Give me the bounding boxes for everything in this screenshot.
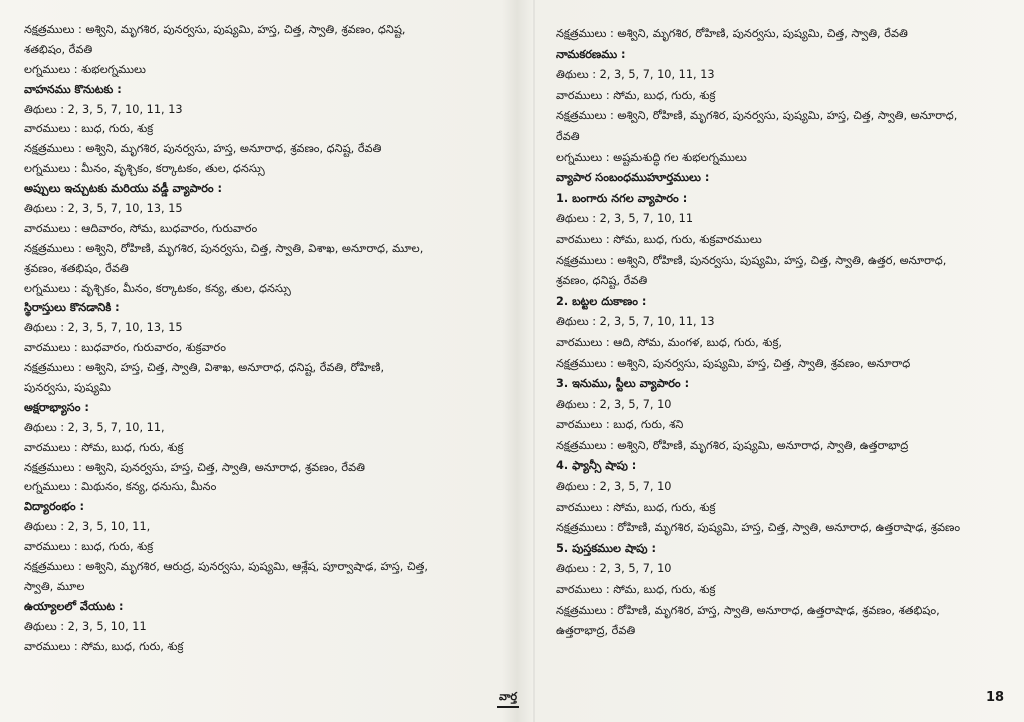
text-line: నామకరణము : <box>556 47 626 61</box>
text-line: లగ్నములు : అష్టమశుద్ధి గల శుభలగ్నములు <box>556 150 747 164</box>
text-line: లగ్నములు : మీనం, వృశ్చికం, కర్కాటకం, తుల, ధనస్సు <box>24 162 265 176</box>
text-line: వారములు : సోమ, బుధ, గురు, శుక్ర <box>556 88 716 102</box>
text-line: 5. పుస్తకముల షాపు : <box>556 541 657 555</box>
text-line: ఉత్తరాభాద్ర, రేవతి <box>556 624 636 638</box>
text-line: తిథులు : 2, 3, 5, 7, 10 <box>556 480 672 494</box>
text-line: వారములు : సోమ, బుధ, గురు, శుక్రవారములు <box>556 232 762 246</box>
text-line: తిథులు : 2, 3, 5, 7, 10, 11, 13 <box>24 102 183 116</box>
text-line: లగ్నములు : వృశ్చికం, మీనం, కర్కాటకం, కన్య, తుల, ధనస్సు <box>24 281 291 295</box>
text-line: తిథులు : 2, 3, 5, 7, 10, 11, 13 <box>556 68 715 82</box>
text-line: వారములు : సోమ, బుధ, గురు, శుక్ర <box>556 500 716 514</box>
text-line: నక్షత్రములు : అశ్విని, మృగశిర, పునర్వసు, హస్త, అనూరాధ, శ్రవణం, ధనిష్ట, రేవతి <box>24 142 382 156</box>
text-line: తిథులు : 2, 3, 5, 7, 10, 11 <box>556 212 694 226</box>
text-line: తిథులు : 2, 3, 5, 10, 11 <box>24 619 147 633</box>
text-line: లగ్నములు : శుభలగ్నములు <box>24 62 146 76</box>
text-line: వారములు : సోమ, బుధ, గురు, శుక్ర <box>24 440 184 454</box>
text-line: శ్రవణం, శతభిషం, రేవతి <box>24 261 129 275</box>
text-line: పునర్వసు, పుష్యమి <box>24 381 111 395</box>
text-line: వారములు : ఆదివారం, సోమ, బుధవారం, గురువారం <box>24 221 258 235</box>
text-line: తిథులు : 2, 3, 5, 10, 11, <box>24 520 151 534</box>
text-line: నక్షత్రములు : అశ్విని, మృగశిర, పునర్వసు, పుష్యమి, హస్త, చిత్త, స్వాతి, శ్రవణం, ధనిష్ట, <box>24 23 406 36</box>
text-line: స్థిరాస్తులు కొనడానికి : <box>24 301 120 315</box>
text-line: ఉయ్యాలలో వేయుట : <box>24 599 124 613</box>
text-line: 1. బంగారు నగల వ్యాపారం : <box>556 191 688 205</box>
text-line: శతభిషం, రేవతి <box>24 42 93 56</box>
text-line: విద్యారంభం : <box>24 500 85 514</box>
text-line: వారములు : బుధవారం, గురువారం, శుక్రవారం <box>24 341 226 355</box>
text-line: 2. బట్టల దుకాణం : <box>556 294 647 308</box>
publication-logo: వార్త <box>497 690 519 708</box>
text-line: నక్షత్రములు : అశ్విని, రోహిణి, మృగశిర, పునర్వసు, చిత్త, స్వాతి, విశాఖ, అనూరాధ, మూల, <box>24 241 424 255</box>
text-line: వాహనము కొనుటకు : <box>24 82 122 96</box>
text-line: నక్షత్రములు : అశ్విని, పునర్వసు, హస్త, చిత్త, స్వాతి, అనూరాధ, శ్రవణం, రేవతి <box>24 460 365 474</box>
text-line: నక్షత్రములు : అశ్విని, మృగశిర, ఆరుద్ర, పునర్వసు, పుష్యమి, ఆశ్లేష, పూర్వాషాఢ, హస్త, చిత్త, <box>24 560 428 574</box>
text-line: నక్షత్రములు : అశ్విని, రోహిణి, మృగశిర, పుష్యమి, అనూరాధ, స్వాతి, ఉత్తరాభాద్ర <box>556 438 909 452</box>
text-line: తిథులు : 2, 3, 5, 7, 10, 11, <box>24 420 165 434</box>
text-line: శ్రవణం, ధనిష్ట, రేవతి <box>556 274 648 288</box>
text-line: నక్షత్రములు : అశ్విని, మృగశిర, రోహిణి, పునర్వసు, పుష్యమి, చిత్త, స్వాతి, రేవతి <box>556 27 908 40</box>
right-column <box>556 24 1008 642</box>
text-line: తిథులు : 2, 3, 5, 7, 10 <box>556 562 672 576</box>
text-line: నక్షత్రములు : రోహిణి, మృగశిర, హస్త, స్వాతి, అనూరాధ, ఉత్తరాషాఢ, శ్రవణం, శతభిషం, <box>556 603 940 617</box>
text-line: వారములు : బుధ, గురు, శుక్ర <box>24 122 154 136</box>
text-line: 3. ఇనుము, స్టీలు వ్యాపారం : <box>556 377 690 391</box>
text-line: నక్షత్రములు : అశ్విని, రోహిణి, మృగశిర, పునర్వసు, పుష్యమి, హస్త, చిత్త, స్వాతి, అనూరాధ, <box>556 109 958 123</box>
text-line: నక్షత్రములు : అశ్విని, హస్త, చిత్త, స్వాతి, విశాఖ, అనూరాధ, ధనిష్ట, రేవతి, రోహిణి, <box>24 361 385 375</box>
text-line: తిథులు : 2, 3, 5, 7, 10 <box>556 397 672 411</box>
text-line: వ్యాపార సంబంధముహూర్తములు : <box>556 171 710 185</box>
text-line: వారములు : బుధ, గురు, శుక్ర <box>24 540 154 554</box>
text-line: తిథులు : 2, 3, 5, 7, 10, 11, 13 <box>556 315 715 329</box>
text-line: వారములు : బుధ, గురు, శని <box>556 418 684 432</box>
text-line: స్వాతి, మూల <box>24 579 85 593</box>
text-line: తిథులు : 2, 3, 5, 7, 10, 13, 15 <box>24 202 183 216</box>
text-line: అప్పులు ఇచ్చుటకు మరియు వడ్డీ వ్యాపారం : <box>24 182 223 196</box>
text-line: నక్షత్రములు : అశ్విని, రోహిణి, పునర్వసు, పుష్యమి, హస్త, చిత్త, స్వాతి, ఉత్తర, అనూరాధ, <box>556 253 947 267</box>
page-fold <box>533 0 535 722</box>
page-number: 18 <box>986 690 1005 705</box>
text-line: 4. ఫ్యాన్సీ షాపు : <box>556 459 637 473</box>
text-line: రేవతి <box>556 129 580 143</box>
text-line: నక్షత్రములు : రోహిణి, మృగశిర, పుష్యమి, హస్త, చిత్త, స్వాతి, అనూరాధ, ఉత్తరాషాఢ, శ్రవణం <box>556 521 961 535</box>
text-line: వారములు : ఆది, సోమ, మంగళ, బుధ, గురు, శుక్ర, <box>556 335 782 349</box>
text-line: వారములు : సోమ, బుధ, గురు, శుక్ర <box>556 583 716 597</box>
text-line: నక్షత్రములు : అశ్విని, పునర్వసు, పుష్యమి, హస్త, చిత్త, స్వాతి, శ్రవణం, అనూరాధ <box>556 356 911 370</box>
text-line: వారములు : సోమ, బుధ, గురు, శుక్ర <box>24 639 184 653</box>
text-line: తిథులు : 2, 3, 5, 7, 10, 13, 15 <box>24 321 183 335</box>
text-line: అక్షరాభ్యాసం : <box>24 400 89 414</box>
left-column <box>24 20 512 657</box>
text-line: లగ్నములు : మిథునం, కన్య, ధనుసు, మీనం <box>24 480 217 494</box>
